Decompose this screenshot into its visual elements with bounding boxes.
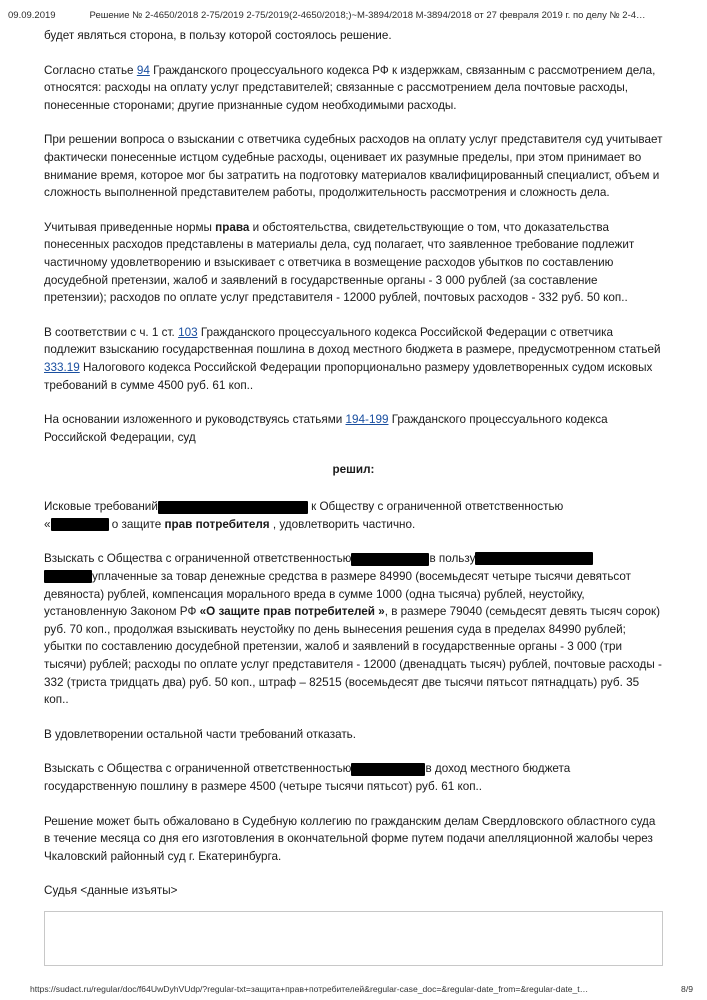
paragraph-article-94 [44,62,663,115]
paragraph-text: к Обществу с ограниченной ответственностью [307,500,564,514]
paragraph-appeal-procedure [44,813,663,866]
document-body [0,27,707,900]
paragraph-state-duty [44,324,663,394]
paragraph-text: На основании изложенного и руководствуясь статьями [44,413,346,427]
document-footer [0,984,707,994]
paragraph-representative-costs [44,131,663,201]
emphasis-law-title-a: «О защите [199,605,264,619]
link-article-103[interactable]: 103 [178,325,198,339]
paragraph-text: , в размере 79040 (семьдесят девять тысяч сорок) руб. 70 коп., продолжая взыскивать неустойку по день вынесения решения суда в пределах 84990 рублей; убытки по составлению досудебной претензии, жалоб и заявлений в государственные органы - 3 000 (три тысячи) рублей; расходы по оплате услуг представителя - 12000 (двенадцать тысяч) рублей, почтовые расходы - 332 (триста тридцать два) руб. 50 коп., штраф – 82515 (восемьдесят две тысячи пятьсот пятнадцать) руб. 35 коп.. [44,605,662,707]
paragraph-text: Взыскать с Общества с ограниченной ответственностью [44,552,352,566]
redaction-bar [351,553,429,566]
link-article-333-19[interactable]: 333.19 [44,360,80,374]
paragraph-text: « [44,517,51,531]
paragraph-text: будет являться сторона, в пользу которой состоялось решение. [44,29,392,42]
link-article-194[interactable]: 194 [345,413,366,427]
paragraph-recovery-amounts [44,550,663,708]
link-separator: - [365,413,369,427]
paragraph-basis-194-199 [44,411,663,446]
paragraph-claims-granted [44,498,663,533]
paragraph-text: В удовлетворении остальной части требований отказать. [44,727,357,741]
paragraph-text: Исковые требований [44,500,158,514]
paragraph-text: и обстоятельства, свидетельствующие о том, что доказательства понесенных расходов представлены в материалы дела, суд полагает, что заявленное требование подлежит частичному удовлетворению и взыскивает с ответчика в возмещение расходов убытков по составлению досудебной претензии, жалоб и заявлений в государственные органы - 3 000 рублей (за составление претензии); расходов по оплате услуг представителя - 12000 рублей, почтовых расходов - 332 руб. 50 коп.. [44,220,635,305]
paragraph-text: в пользу [429,552,476,566]
paragraph-text: Учитывая приведенные нормы [44,220,216,234]
paragraph-remainder-denied [44,726,663,744]
document-header [0,0,707,27]
paragraph-judge [44,882,663,900]
emphasis-prav-potrebitelya: прав потребителя [164,517,270,531]
paragraph-continuation [44,27,663,45]
footer-page-number: 8/9 [681,984,693,994]
redaction-bar [158,501,308,514]
redaction-bar [44,570,92,583]
paragraph-text: о защите [108,517,165,531]
redaction-bar [351,763,425,776]
emphasis-prav-potrebiteley: прав потребителей [263,605,375,619]
paragraph-partial-satisfaction [44,219,663,307]
link-article-94[interactable]: 94 [136,63,150,77]
paragraph-text: , удовлетворить частично. [269,517,416,531]
paragraph-text: В соответствии с ч. 1 ст. [44,325,179,339]
header-date: 09.09.2019 [8,10,56,21]
paragraph-text: Решение может быть обжаловано в Судебную коллегию по гражданским делам Свердловского областного суда в течение месяца со дня его изготовления в окончательной форме путем подачи апелляционной жалобы через Чкаловский районный суд г. Екатеринбурга. [44,814,656,863]
paragraph-text: Согласно статье [44,63,137,77]
paragraph-text: Гражданского процессуального кодекса Российской Федерации с ответчика подлежит взысканию государственная пошлина в доход местного бюджета в размере, предусмотренном статьей [44,325,661,357]
paragraph-state-duty-recovery [44,760,663,795]
paragraph-text: Гражданского процессуального кодекса Российской Федерации, суд [44,413,608,444]
paragraph-text: уплаченные за товар денежные средства в размере 84990 (восемьдесят четыре тысячи девятьсот девяноста) рублей, компенсация морального вреда в сумме 1000 (одна тысяча) рублей, неустойку, установленную Законом РФ [44,570,631,619]
empty-content-box [44,911,663,966]
link-article-199[interactable]: 199 [368,413,389,427]
paragraph-text: При решении вопроса о взыскании с ответчика судебных расходов на оплату услуг представителя суд учитывает фактически понесенные истцом судебные расходы, оценивает их разумные пределы, при этом принимает во внимание время, которое мог бы затратить на подготовку материалов квалифицированный специалист, объем и сложность выполненной представителем работы, продолжительность рассмотрения и сложность дела. [44,133,663,200]
header-title: Решение № 2-4650/2018 2-75/2019 2-75/2019(2-4650/2018;)~М-3894/2018 М-3894/2018 от 27 февраля 2019 г. по делу № 2-4… [89,10,646,21]
redaction-bar [51,518,109,531]
emphasis-prava: права [215,220,250,234]
paragraph-text: Налогового кодекса Российской Федерации пропорционально размеру удовлетворенных судом исковых требований в сумме 4500 руб. 61 коп.. [44,360,653,392]
paragraph-text: в доход местного бюджета государственную пошлину в размере 4500 (четыре тысячи пятьсот) руб. 61 коп.. [44,762,571,793]
redaction-bar [475,552,593,565]
paragraph-text: Взыскать с Общества с ограниченной ответственностью [44,762,352,776]
paragraph-text: Судья <данные изъяты> [44,884,178,898]
paragraph-text: Гражданского процессуального кодекса РФ к издержкам, связанным с рассмотрением дела, относятся: расходы на оплату услуг представителей; связанные с рассмотрением дела почтовые расходы, понесенные сторонами; другие признанные судом необходимыми расходы. [44,63,656,112]
footer-url[interactable]: https://sudact.ru/regular/doc/f64UwDyhVUdp/?regular-txt=защита+прав+потребителей&regular-case_doc=&regular-date_from=&regular-date_t… [30,984,589,994]
emphasis-law-title-b: » [374,605,385,619]
decision-heading: решил: [332,463,375,477]
